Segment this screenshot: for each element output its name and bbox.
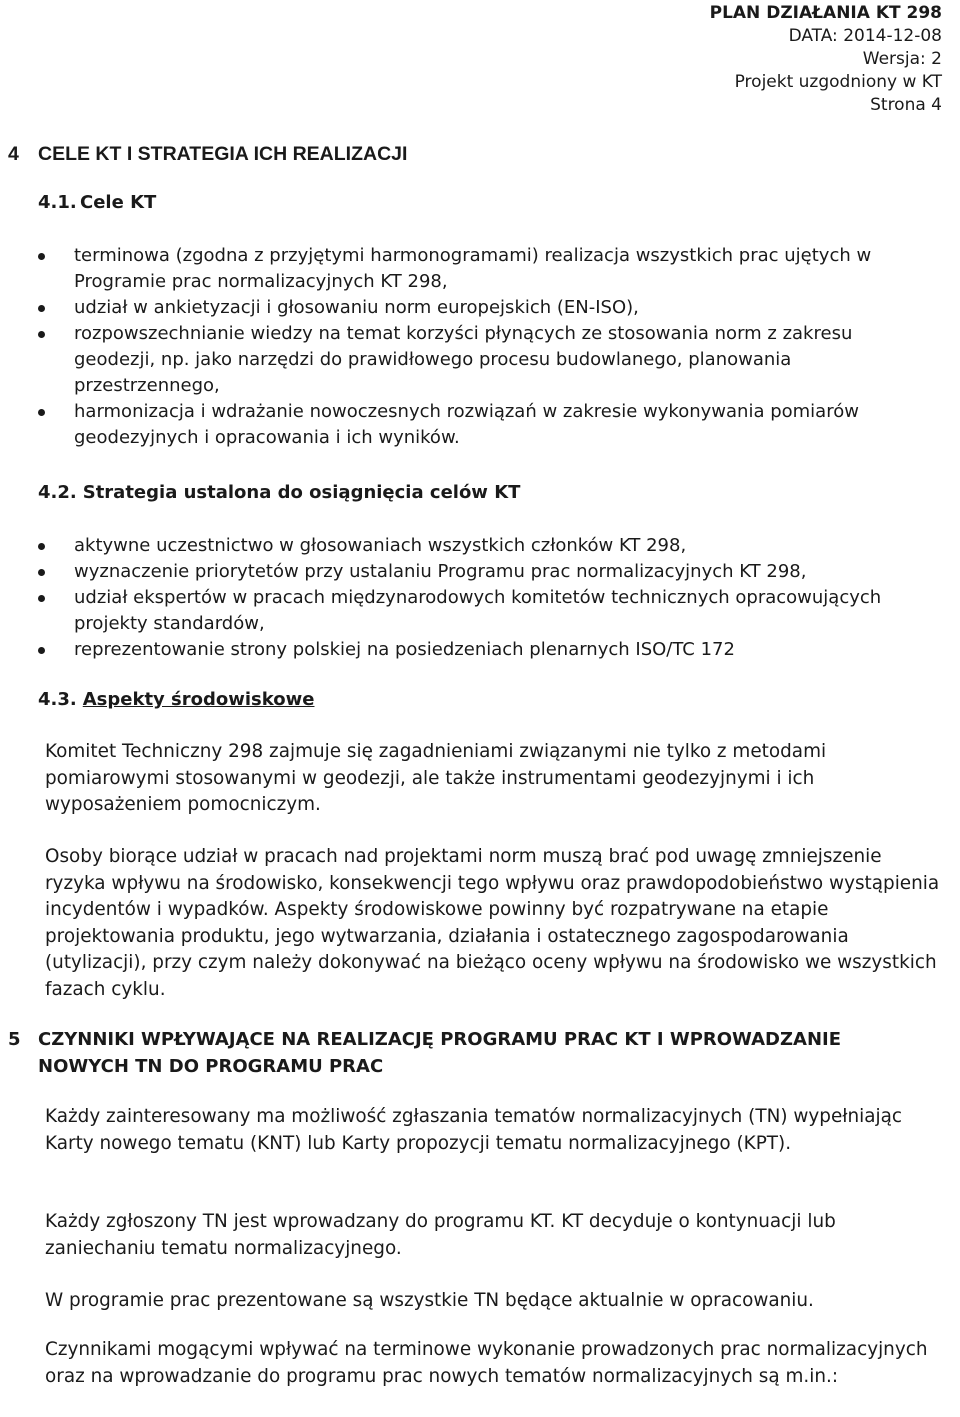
- document-date: DATA: 2014-12-08: [788, 26, 942, 46]
- bullet-icon: [38, 331, 45, 338]
- subsection-4-2-heading: [38, 482, 520, 503]
- bullet-icon: [38, 569, 45, 576]
- bullet-icon: [38, 595, 45, 602]
- section-4-heading: [8, 143, 407, 166]
- subsection-4-3-heading: [38, 689, 314, 710]
- list-item: aktywne uczestnictwo w głosowaniach wszystkich członków KT 298,: [38, 533, 938, 559]
- bullet-icon: [38, 409, 45, 416]
- list-item: terminowa (zgodna z przyjętymi harmonogramami) realizacja wszystkich prac ujętych w Programie prac normalizacyjnych KT 298,: [38, 243, 938, 295]
- subsection-number: 4.3.: [38, 689, 77, 710]
- subsection-title: Aspekty środowiskowe: [82, 689, 315, 710]
- list-item: harmonizacja i wdrażanie nowoczesnych rozwiązań w zakresie wykonywania pomiarów geodezyjnych i opracowania i ich wyników.: [38, 399, 938, 451]
- section-5-heading: [8, 1026, 928, 1080]
- bullet-icon: [38, 647, 45, 654]
- list-item: udział w ankietyzacji i głosowaniu norm europejskich (EN-ISO),: [38, 295, 938, 321]
- list-item: wyznaczenie priorytetów przy ustalaniu Programu prac normalizacyjnych KT 298,: [38, 559, 938, 585]
- subsection-title: Strategia ustalona do osiągnięcia celów KT: [82, 482, 521, 503]
- strategy-list: [38, 533, 938, 663]
- list-item: reprezentowanie strony polskiej na posiedzeniach plenarnych ISO/TC 172: [38, 637, 938, 663]
- subsection-4-1-heading: [38, 192, 156, 213]
- paragraph: Komitet Techniczny 298 zajmuje się zagadnieniami związanymi nie tylko z metodami pomiarowymi stosowanymi w geodezji, ale także instrumentami geodezyjnymi i ich wyposażeniem pomocniczym.: [45, 741, 827, 816]
- paragraph: Każdy zainteresowany ma możliwość zgłaszania tematów normalizacyjnych (TN) wypełniając Karty nowego tematu (KNT) lub Karty propozycji tematu normalizacyjnego (KPT).: [45, 1106, 903, 1154]
- document-title: PLAN DZIAŁANIA KT 298: [709, 3, 942, 23]
- list-item: rozpowszechnianie wiedzy na temat korzyści płynących ze stosowania norm z zakresu geodezji, np. jako narzędzi do prawidłowego procesu budowlanego, planowania przestrzennego,: [38, 321, 938, 399]
- document-status: Projekt uzgodniony w KT: [734, 72, 942, 92]
- section-title: CZYNNIKI WPŁYWAJĄCE NA REALIZACJĘ PROGRAMU PRAC KT I WPROWADZANIE NOWYCH TN DO PROGRAMU PRAC: [38, 1029, 842, 1077]
- subsection-number: 4.2.: [38, 482, 77, 503]
- goals-list: [38, 243, 938, 451]
- section-number: 5: [8, 1029, 21, 1050]
- bullet-icon: [38, 305, 45, 312]
- bullet-icon: [38, 543, 45, 550]
- paragraph: Każdy zgłoszony TN jest wprowadzany do programu KT. KT decyduje o kontynuacji lub zaniechaniu tematu normalizacyjnego.: [45, 1211, 836, 1259]
- bullet-icon: [38, 253, 45, 260]
- list-item: udział ekspertów w pracach międzynarodowych komitetów technicznych opracowujących projekty standardów,: [38, 585, 938, 637]
- subsection-title: Cele KT: [80, 192, 157, 213]
- section-number: 4: [8, 143, 19, 165]
- paragraph: Osoby biorące udział w pracach nad projektami norm muszą brać pod uwagę zmniejszenie ryzyka wpływu na środowisko, konsekwencji tego wpływu oraz prawdopodobieństwo wystąpienia incydentów i wypadków. Aspekty środowiskowe powinny być rozpatrywane na etapie projektowania produktu, jego wytwarzania, działania i ostatecznego zagospodarowania (utylizacji), przy czym należy dokonywać na bieżąco oceny wpływu na środowisko we wszystkich fazach cyklu.: [45, 846, 940, 1000]
- page-number: Strona 4: [870, 95, 942, 115]
- paragraph: W programie prac prezentowane są wszystkie TN będące aktualnie w opracowaniu.: [45, 1290, 814, 1311]
- document-version: Wersja: 2: [862, 49, 942, 69]
- section-title: CELE KT I STRATEGIA ICH REALIZACJI: [38, 143, 408, 165]
- paragraph: Czynnikami mogącymi wpływać na terminowe wykonanie prowadzonych prac normalizacyjnych oraz na wprowadzanie do programu prac nowych tematów normalizacyjnych są m.in.:: [45, 1339, 928, 1387]
- page-header: [710, 2, 942, 117]
- subsection-number: 4.1.: [38, 192, 77, 213]
